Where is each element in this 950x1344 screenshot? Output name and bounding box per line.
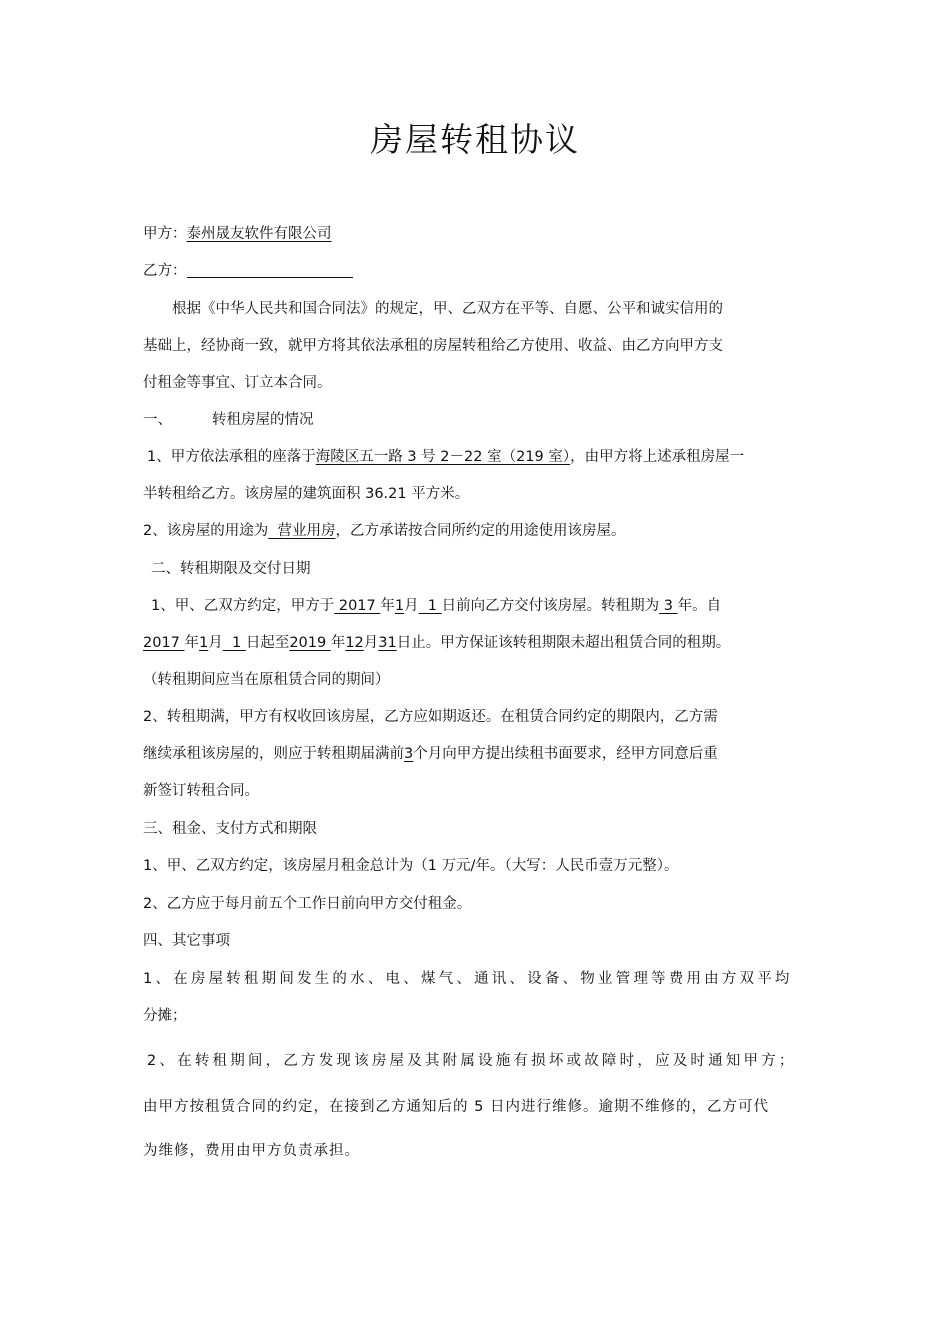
section-3-item-1: 1、甲、乙双方约定，该房屋月租金总计为（1 万元/年。（大写：人民币壹万元整）。: [143, 858, 679, 874]
text-run: 月: [208, 635, 223, 651]
delivery-year: 2017: [334, 598, 381, 614]
text-run: 年: [380, 598, 395, 614]
property-use: 营业用房: [268, 523, 336, 539]
section-2-item-2-line-3: 新签订转租合同。: [143, 783, 259, 799]
intro-line-3: 付租金等事宜、订立本合同。: [143, 375, 332, 391]
document-title: 房屋转租协议: [370, 120, 580, 159]
renewal-months: 3: [404, 746, 414, 762]
section-2-item-1-note: （转租期间应当在原租赁合同的期间）: [143, 672, 390, 688]
section-1-number: 一、: [143, 412, 172, 428]
party-a-name: 泰州晟友软件有限公司: [186, 226, 332, 242]
party-a-line: [143, 223, 811, 245]
text-run: 年: [184, 635, 200, 651]
party-b-label: 乙方：: [143, 263, 187, 279]
text-run: 日止。甲方保证该转租期限未超出租赁合同的租期。: [396, 635, 731, 651]
text-run: 月: [363, 635, 379, 651]
section-4-item-1-line-2: 分摊；: [143, 1008, 187, 1024]
section-1-item-1-line-1: [147, 446, 815, 468]
text-run: 继续承租该房屋的，则应于转租期届满前: [143, 746, 404, 762]
end-day: 31: [378, 635, 397, 651]
party-b-line: [143, 260, 811, 282]
section-1-title: 转租房屋的情况: [212, 412, 314, 428]
text-run: 1、甲方依法承租的座落于: [147, 449, 316, 465]
section-4-heading: 四、其它事项: [143, 933, 230, 949]
text-run: 月: [404, 598, 419, 614]
section-2-item-1-line-2: [143, 632, 811, 654]
section-1-item-1-line-2: 半转租给乙方。该房屋的建筑面积 36.21 平方米。: [143, 486, 470, 502]
property-address: 海陵区五一路 3 号 2－22 室（219 室）: [315, 449, 571, 465]
section-4-item-2-line-3: 为维修，费用由甲方负责承担。: [143, 1143, 360, 1159]
delivery-day: 1: [418, 598, 442, 614]
delivery-month: 1: [394, 598, 405, 614]
text-run: 年。自: [677, 598, 722, 614]
text-run: 日起至: [245, 635, 290, 651]
party-a-label: 甲方：: [143, 226, 187, 242]
text-run: 个月向甲方提出续租书面要求，经甲方同意后重: [413, 746, 718, 762]
end-month: 12: [345, 635, 364, 651]
section-4-item-2-line-1: 2、在转租期间，乙方发现该房屋及其附属设施有损坏或故障时，应及时通知甲方；: [147, 1053, 797, 1069]
section-4-item-1-line-1: 1、在房屋转租期间发生的水、电、煤气、通讯、设备、物业管理等费用由方双平均: [143, 971, 793, 987]
start-day: 1: [222, 635, 246, 651]
section-2-item-2-line-2: [143, 743, 811, 765]
section-3-item-2: 2、乙方应于每月前五个工作日前向甲方交付租金。: [143, 896, 472, 912]
lease-term: 3: [659, 598, 678, 614]
text-run: ，乙方承诺按合同所约定的用途使用该房屋。: [335, 523, 626, 539]
section-1-heading: [143, 409, 811, 431]
intro-line-2: 基础上，经协商一致，就甲方将其依法承租的房屋转租给乙方使用、收益、由乙方向甲方支: [143, 338, 723, 354]
section-2-item-2-line-1: 2、转租期满，甲方有权收回该房屋，乙方应如期返还。在租赁合同约定的期限内，乙方需: [143, 709, 718, 725]
end-year: 2019: [289, 635, 331, 651]
text-run: ，由甲方将上述承租房屋一: [570, 449, 745, 465]
section-2-heading: 二、转租期限及交付日期: [151, 561, 311, 577]
section-2-item-1-line-1: [151, 595, 819, 617]
intro-line-1: 根据《中华人民共和国合同法》的规定，甲、乙双方在平等、自愿、公平和诚实信用的: [172, 301, 723, 317]
section-4-item-2-line-2: 由甲方按租赁合同的约定，在接到乙方通知后的 5 日内进行维修。逾期不维修的，乙方可代: [143, 1099, 769, 1115]
start-month: 1: [199, 635, 209, 651]
start-year: 2017: [143, 635, 185, 651]
section-3-heading: 三、租金、支付方式和期限: [143, 821, 317, 837]
section-1-item-2: [143, 520, 811, 542]
text-run: 2、该房屋的用途为: [143, 523, 269, 539]
text-run: 日前向乙方交付该房屋。转租期为: [441, 598, 660, 614]
party-b-blank: [187, 261, 353, 278]
text-run: 1、甲、乙双方约定，甲方于: [151, 598, 335, 614]
text-run: 年: [330, 635, 346, 651]
